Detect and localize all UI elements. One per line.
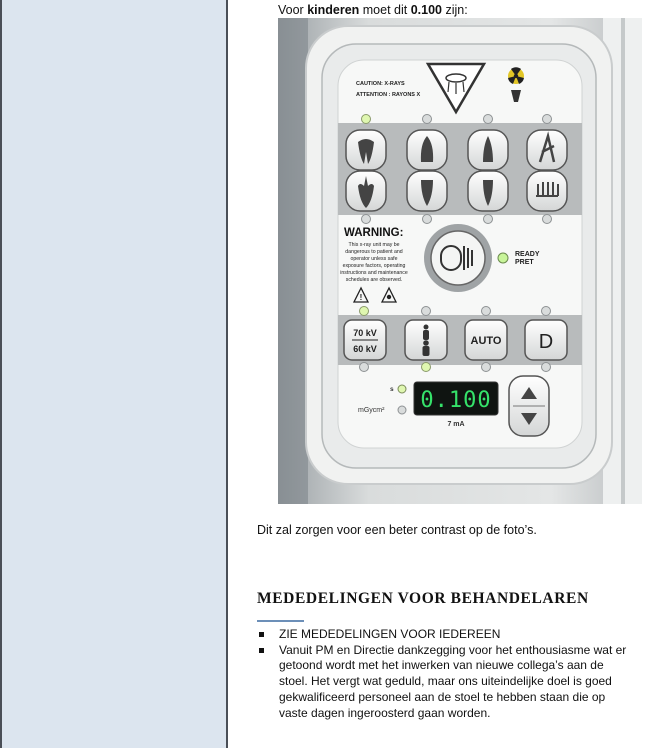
dose-label: mGycm² <box>358 407 385 414</box>
pret-label: PRET <box>515 259 534 266</box>
exposure-button[interactable] <box>424 224 492 292</box>
display-value: 0.100 <box>420 388 492 413</box>
warning-line: This x-ray unit may be <box>348 242 400 248</box>
warning-line: operator unless safe <box>350 256 398 262</box>
seconds-led <box>398 385 406 393</box>
auto-button[interactable] <box>465 320 507 360</box>
attention-text: ATTENTION : RAYONS X <box>356 92 421 98</box>
upper-molar-button[interactable] <box>346 130 386 170</box>
heading-underline <box>257 620 304 622</box>
caption-text: Dit zal zorgen voor een beter contrast op de foto’s. <box>257 523 537 537</box>
lower-canine-button[interactable] <box>468 171 508 211</box>
lower-premolar-button[interactable] <box>407 171 447 211</box>
lower-molar-button[interactable] <box>346 171 386 211</box>
warning-line: dangerous to patient and <box>345 249 403 255</box>
intro-text <box>278 3 468 17</box>
page-border <box>0 0 2 748</box>
intro-bold-value: 0.100 <box>410 3 442 17</box>
upper-canine-button[interactable] <box>468 130 508 170</box>
kv-select-button[interactable] <box>344 320 386 360</box>
d-label: D <box>538 331 554 353</box>
list-item-text: ZIE MEDEDELINGEN VOOR IEDEREEN <box>279 627 501 641</box>
list-item-text: Vanuit PM en Directie dankzegging voor het enthousiasme wat er getoond wordt met het inwerken van nieuwe collega’s aan de stoel. Het vergt wat geduld, maar ons uiteindelijke doel is goed gekwalificeerd personeel aan de stoel te hebben staan die op vaste dagen ingeroosterd gaan worden. <box>279 642 627 720</box>
up-down-rocker <box>509 376 549 436</box>
ready-led <box>498 253 508 263</box>
intro-prefix: Voor <box>278 3 308 17</box>
ready-label: READY <box>515 251 540 258</box>
section-heading: MEDEDELINGEN VOOR BEHANDELAREN <box>257 590 589 607</box>
caution-text: CAUTION: X-RAYS <box>356 81 405 87</box>
kv-bottom-label: 60 kV <box>353 344 377 354</box>
warning-line: instructions and maintenance <box>340 270 408 276</box>
sidebar-panel <box>0 0 228 748</box>
bullet-square-icon <box>259 632 264 637</box>
warning-line: schedules are observed. <box>345 277 403 283</box>
document-content <box>230 0 653 748</box>
exposure-display <box>414 382 498 415</box>
upper-premolar-button[interactable] <box>407 130 447 170</box>
intro-middle: moet dit <box>359 3 411 17</box>
intro-suffix: zijn: <box>442 3 468 17</box>
auto-label: AUTO <box>470 335 502 347</box>
intro-bold-children: kinderen <box>307 3 360 17</box>
patient-size-button[interactable] <box>405 320 447 360</box>
xray-control-panel-photo <box>278 18 642 504</box>
ma-label: 7 mA <box>447 421 465 428</box>
list-item <box>257 627 629 643</box>
upper-incisor-button[interactable] <box>527 130 567 170</box>
bullet-square-icon <box>259 648 264 653</box>
seconds-label: s <box>390 386 394 393</box>
list-item <box>257 643 629 722</box>
kv-top-label: 70 kV <box>353 328 377 338</box>
svg-text:!: ! <box>359 293 363 302</box>
d-button[interactable] <box>525 320 567 360</box>
warning-title: WARNING: <box>344 227 404 239</box>
dose-led <box>398 406 406 414</box>
bullet-list <box>257 627 629 721</box>
warning-line: exposure factors, operating <box>342 263 406 269</box>
warning-lines <box>340 242 408 283</box>
lower-incisor-button[interactable] <box>527 171 567 211</box>
